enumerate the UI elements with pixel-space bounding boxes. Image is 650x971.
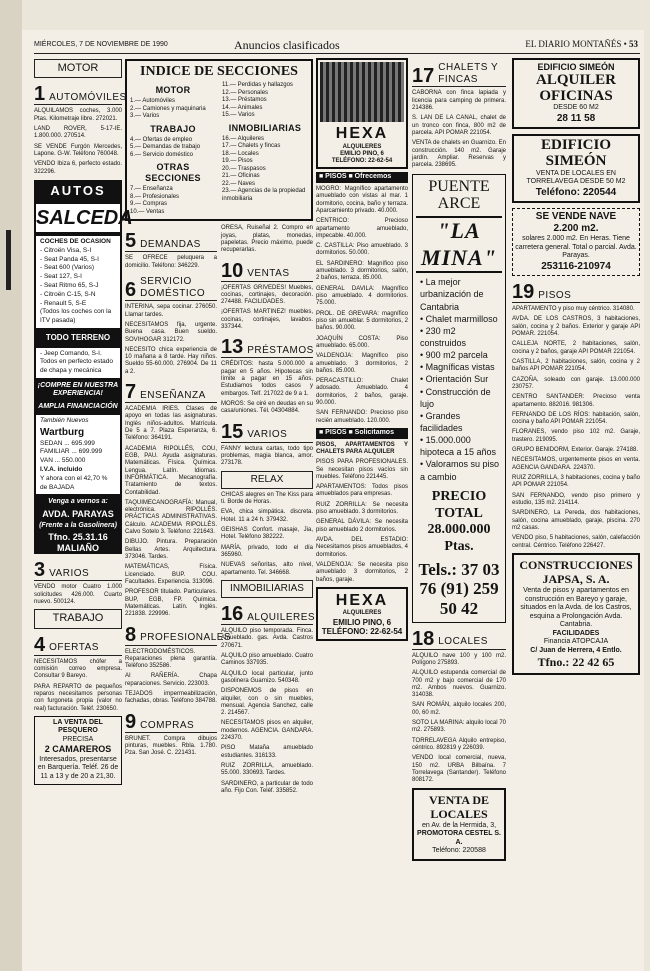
motor-heading: MOTOR [34, 59, 122, 78]
section-header: 18 LOCALES [412, 629, 506, 650]
construcciones-ad [512, 553, 640, 675]
classified-ad: MATEMÁTICAS, Física. Licenciado. BUP. COU. Facultades. Experiencia. 313096. [125, 564, 217, 585]
column-5 [512, 56, 640, 964]
classified-ad: NECESITAMOS chófer a comisión correo empresa. Consultar 9 Bareyo. [34, 658, 122, 680]
column-2-left [125, 225, 232, 798]
classified-ad: RUIZ ZORRILLA, amueblado. 55.000. 330693. Tardes. [221, 763, 313, 777]
ad-phone: Teléfono: 220544 [535, 186, 617, 198]
ad-phone: Teléfono: 220588 [432, 847, 486, 855]
classified-ad: SARDINERO, a particular de todo año. Fijo Con. Teléf. 335852. [221, 780, 313, 794]
ad-headline: PUENTE ARCE [428, 177, 490, 213]
ad-address: en Av. de la Hermida, 3, [421, 821, 497, 829]
page-gutter [0, 0, 22, 971]
classified-ad: SAN ROMÁN, alquilo locales 200, 00, 60 m2. [412, 702, 506, 716]
ad-address: C/ Juan de Herrera, 4 Entlo. [530, 646, 622, 654]
ad-detail: VENTA DE LOCALES EN TORRELAVEGA DESDE 50 M2 [526, 169, 626, 186]
hexa-sub: ALQUILERES [342, 610, 382, 617]
section-header: 19 PISOS [512, 282, 640, 303]
section-header: 3 VARIOS [34, 560, 122, 581]
index-item: 18.— Locales [222, 150, 259, 157]
ad-financing: AMPLIA FINANCIACIÓN [38, 402, 118, 410]
ad-company: JAPSA, S. A. [542, 572, 610, 587]
feature-item: • Magníficas vistas [420, 361, 502, 373]
hexa-sub: ALQUILERES [342, 143, 382, 150]
classified-ad: ¡OFERTAS GRIVEDES! Muebles, cocinas, cortinajes, decoración. 274488. FACILIDADES. [221, 284, 313, 306]
classified-ad: VENDO motor Cuatro 1.000 solicitudes 426.000. Cuarto nuevo. 500124. [34, 584, 122, 605]
classified-ad: TAQUIMECANOGRAFÍA: Manual, electrónica. RIPOLLÉS. PRÁCTICAS ADMINISTRATIVAS. Cálculo. ACADEMIA RIPOLLÉS. Calvo Sotelo 3. Teléfono: 221643. [125, 499, 217, 536]
classified-ad: FERNANDO DE LOS RÍOS: habitación, salón, cocina y baño API POMAR 221054. [512, 411, 640, 426]
index-item: 23.— Agencias de la propiedad inmobiliaria [222, 188, 306, 202]
column-3 [316, 56, 408, 964]
classified-ad: NECESITAMOS, urgentemente pisos en venta. AGENCIA GANDARA. 224370. [512, 457, 640, 471]
trabajo-heading: TRABAJO [34, 609, 122, 628]
column-4 [412, 56, 506, 964]
classified-ad: SAN FERNANDO, vendo piso primero y estudio, 135 m2. 214114. [512, 492, 640, 506]
classified-ad: EL SARDINERO: Magnífico piso amueblado. 3 dormitorios, salón, 2 baños, terraza. 85.000. [316, 260, 408, 282]
ad-address-note: (Frente a la Gasolinera) [39, 521, 117, 529]
index-item: 13.— Préstamos [222, 97, 267, 104]
classified-ad: JOAQUÍN COSTA: Piso amueblado. 65.000. [316, 335, 408, 349]
index-item: 20.— Traspasos [222, 165, 266, 172]
ad-phone: 253116-210974 [541, 260, 611, 272]
index-item: 14.— Animales [222, 104, 263, 111]
todo-terreno: TODO TERRENO [45, 332, 111, 342]
todo-terreno-detail: - Jeep Comando, S-I. Todos en perfecto estado de chapa y mecánica [34, 346, 122, 380]
ad-headline: EDIFICIO SIMEÓN [540, 137, 611, 169]
classified-ad: VENDO piso, 5 habitaciones, salón, calefacción central. Céntrico. Teléfono 226427. [512, 535, 640, 549]
index-item: 1.— Automóviles [130, 98, 176, 105]
index-title: INDICE DE SECCIONES [140, 64, 298, 79]
index-item: 17.— Chalets y fincas [222, 143, 281, 150]
classified-ad: NUEVAS señoritas, alto nivel, apartamento. Tel. 346668. [221, 562, 313, 576]
classified-ad: VENDO local comercial, nueva, 150 m2. URBA Bilbaína. 7 Torrelavega (Santander). Teléfono 808172. [412, 755, 506, 784]
classified-ad: AI RAÑERÍA. Chapa reparaciones. Servicio. 223003. [125, 673, 217, 687]
section-header: 8 PROFESIONALES [125, 623, 232, 646]
hexa-address: EMILIO PINO, 6 [332, 617, 392, 627]
classified-ad: PARA REPARTO de pequeños reparos necesitamos personas con furgoneta propia (valor no real) facturación. Teléf. 230650. [34, 683, 122, 712]
classified-ad: TORRELAVEGA Alquilo entrepiso, céntrico. 892819 y 226039. [412, 737, 506, 751]
classified-ad: INTERINA, sepa cocinar. 276050. Llamar tardes. [125, 304, 217, 318]
ad-company: PROMOTORA CESTEL S. A. [417, 830, 501, 846]
locales-ad [412, 788, 506, 861]
section-header: 7 ENSEÑANZA [125, 382, 217, 403]
classified-ad: PROL. DE GREVARA: magnífico piso sin amueblar. 5 dormitorios, 2 baños. 90.000. [316, 310, 408, 332]
classified-ad: CRÉDITOS: hasta 5.000.000 a pagar en 5 años. Hipotecas sin límite a pagar en 15 años. Estudiamos todos casos y embargos. Telf. 217022 de 9 a 1. [221, 361, 313, 397]
index-item: 22.— Naves [222, 180, 256, 187]
index-item: 8.— Profesionales [130, 193, 180, 200]
car-list: COCHES DE OCASION - Citroën Visa, S-I - Seat Panda 45, S-I - Seat 600 (Varios) - Seat 127, S-I - Seat Ritmo 65, S-J - Citroën C-15, S-N - Renault 5, S-E (Todos los coches con la ITV pasada) [34, 234, 122, 330]
feature-item: • Orientación Sur [420, 373, 502, 385]
section-header: 16 ALQUILERES [221, 603, 316, 626]
feature-item: • Chalet marmilloso [420, 313, 502, 325]
ad-title: SE VENDE NAVE [535, 210, 617, 222]
classified-ad: NECESITAMOS pisos en alquiler, modernos. AGENCIA. GANDARA. 224370. [221, 720, 313, 742]
feature-list [416, 276, 502, 482]
section-index [125, 59, 313, 221]
classified-ad: VALDENOJA: Se necesita piso amueblado 3 dormitorios, 2 baños, garaje. [316, 561, 408, 583]
hexa-ad-bottom [316, 587, 408, 641]
issue-date: MIÉRCOLES, 7 DE NOVIEMBRE DE 1990 [34, 41, 168, 48]
classified-ad: GRUPO BENIDORM, Exterior. Garaje. 274188. [512, 447, 639, 454]
section-header: 9 COMPRAS [125, 712, 217, 733]
classified-ad: MARÍA, privado, todo el día 365960. [221, 544, 313, 558]
hexa-logo: HEXA [335, 591, 389, 609]
classified-ad: GENERAL DAVILA: Magnífico piso amueblado. 4 dormitorios. 75.000. [316, 285, 408, 307]
classified-ad: APARTAMENTO y piso muy céntrico. 314080. [512, 306, 635, 313]
classified-ad: ALQUILO estupenda comercial de 700 m2 y bajo comercial de 170 m2. Ambos nuevos. Guarnizo. 314038. [412, 670, 506, 699]
ad-brand: SALCEDA [34, 202, 122, 234]
puente-arce-ad [412, 174, 506, 623]
index-item: 7.— Enseñanza [130, 186, 173, 193]
feature-item: • 15.000.000 hipoteca a 15 años [420, 434, 502, 458]
index-group: INMOBILIARIAS [228, 122, 302, 133]
header-rule [34, 53, 640, 54]
hexa-logo: HEXA [335, 125, 389, 142]
ad-price: PRECIO TOTAL 28.000.000 Ptas. [427, 488, 491, 555]
simeon-oficinas-ad [512, 58, 640, 129]
relax-heading: RELAX [221, 471, 313, 489]
binding-mark [6, 230, 11, 290]
feature-item: • 900 m2 parcela [420, 349, 502, 361]
ad-address: AVDA. PARAYAS [42, 508, 114, 519]
classified-ad: ACADEMIA RIPOLLÉS, COU, EGB, PAU. Ayuda asignaturas. Matemáticas. Física. Química. Lengua. Latín. Idiomas. INFORMÁTICA. Mecanografía. Tratamiento de textos. Contabilidad. [125, 445, 217, 496]
classified-ad: DIBUJO. Pintura. Preparación Bellas Artes. Arquitectura. 373046. Tardes. [125, 539, 217, 561]
wanted-heading: PISOS, APARTAMENTOS Y CHALETS PARA ALQUILER [316, 441, 408, 455]
ad-headline: 2.200 m2. [553, 223, 599, 235]
classified-ad: ACADEMIA IRIES. Clases de apoyo en todas las asignaturas. Inglés niños-adultos. Matrícula. De 5 a 7. Plaza Esperanza, 6. Teléfono: 364191. [125, 406, 217, 442]
classified-ad: C. CASTILLA: Piso amueblado. 3 dormitorios. 50.000. [316, 243, 408, 257]
classified-ad: AVDA. DEL ESTADIO: Necesitamos pisos amueblados, 4 dormitorios. [316, 537, 408, 558]
index-item: 10.— Ventas [130, 208, 165, 215]
ad-detail: Venta de pisos y apartamentos en construcción en Bareyo y garaje, situados en la Avda. de los Castros, esquina a Prolongación Avda. Cantabria. [520, 587, 632, 629]
classified-ad: ORESA, Ruiseñal 2. Compro en joyas, platas, monedas, papeletas. Precio máximo, puede recuperarlas. [221, 225, 313, 254]
classified-ad: MOROS: Se oiré en deudas en su casa/uniones. Tél. 04304884. [221, 400, 313, 415]
classified-ad: ALQUILO local particular, junto gasolinera Guarnizo. 540348. [221, 670, 313, 684]
classified-ad: ELECTRODOMÉSTICOS. Reparaciones plena garantía. Teléfono 352586. [125, 648, 217, 670]
classified-ad: SOTO LA MARINA: alquilo local 70 m2. 275893. [412, 720, 506, 734]
building-photo [320, 62, 404, 122]
section-header: 1 AUTOMÓVILES [34, 83, 127, 106]
section-header: 17 CHALETS Y FINCAS [412, 62, 506, 87]
classified-ad: EVA, chica simpática. discreta. Hotel. 11 a 24 h. 379432. [221, 509, 313, 523]
ad-phone: 28 11 58 [556, 113, 596, 124]
column-2-right [221, 225, 316, 798]
ad-detail: DESDE 60 M2 [553, 104, 599, 112]
hexa-address: EMILIO PINO, 6 [340, 150, 384, 157]
ad-facilities: FACILIDADES [552, 629, 600, 637]
index-item: 6.— Servicio doméstico [130, 151, 194, 158]
feature-item: • 230 m2 construidos [420, 325, 502, 349]
classified-ad: GEISHAS Confort. masaje, Jia, Hotel. Teléfono 382222. [221, 526, 313, 541]
index-item: 4.— Ofertas de empleo [130, 136, 193, 143]
column-1 [34, 56, 133, 964]
classified-ad: LAND ROVER, 5-17-IE. 1.800.000. 270514. [34, 126, 122, 140]
pisos-ofrecemos-bar: ■ PISOS ■ Ofrecemos [316, 172, 408, 183]
classified-ad: VENTA de chalets en Guarnizo. En construcción. 140 m2. Garaje jardín. Ampliar. Reservas y parcela. 238695. [412, 140, 506, 169]
section-header: 13 PRÉSTAMOS [221, 336, 314, 359]
classified-ad: FLORANES, vendo piso 102 m2. Garaje, trastero. 219095. [512, 429, 640, 443]
classified-ad: VENDO Ibiza 6, perfecto estado. 322296. [34, 161, 122, 175]
simeon-locales-ad [512, 134, 640, 203]
classified-ad: VALDENOJA: Magnífico piso amueblado. 3 dormitorios, 2 baños. 85.000. [316, 353, 408, 374]
paper-name: EL DIARIO MONTAÑÉS • 53 [525, 39, 638, 49]
classified-ad: CASTILLA, 2 habitaciones, salón, cocina y 2 baños API POMAR 221054. [512, 358, 640, 373]
classified-ad: DISPONEMOS de pisos en alquiler, con o sin muebles, mensual. Agencia Sanchez, calle 2. 214567. [221, 688, 313, 717]
ads-automoviles [34, 108, 122, 176]
classified-ad: S. LAN DE LA CANAL, chalet de un tronco con finca, 800 m2 de parcela. API POMAR 221054. [412, 115, 506, 136]
classified-ad: SARDINERO, La Pereda, dos habitaciones, salón, cocina amueblado, garaje, piscina. 270 m2 casas. [512, 510, 640, 531]
classified-ad: CENTRICO: Precioso apartamento amueblado, impecable. 40.000. [316, 218, 408, 239]
classified-ad: APARTAMENTOS: Todos pisos amueblados para empresas. [316, 484, 408, 498]
classified-ad: RUIZ ZORRILLA: Se necesita piso amueblado. 3 dormitorios. [316, 501, 408, 516]
index-item: 19.— Pisos [222, 158, 253, 165]
classified-ad: NECESITAMOS fija, urgente. Buena casa. Buen sueldo. SOVIHOGAR 312172. [125, 321, 217, 343]
ad-detail: solares 2.000 m2. En Heras. Tiene carretera general. Total o parcial. Avda. Parayas. [515, 235, 637, 260]
pesquero-ad: LA VENTA DEL PESQUERO PRECISA 2 CAMAREROS Interesados, presentarse en Barquería. Teléf. 26 de 11 a 13 y de 20 a 21,30. [34, 716, 122, 785]
autos-salceda-ad [34, 180, 133, 554]
section-header: 6 SERVICIO DOMÉSTICO [125, 276, 217, 301]
classified-ad: FANNY lectura cartas, todo tipo problemas, magia blanca, amor. 273178. [221, 445, 313, 467]
ad-title: EDIFICIO SIMEÓN [537, 62, 615, 72]
hexa-phone: TELÉFONO: 22-62-54 [331, 158, 393, 165]
classified-ad: PROFESOR titulado. Particulares. BUP, EGB, FP. Química. Matemáticas. Latín. Inglés. 221838. 229996. [125, 589, 217, 618]
section-header: 15 VARIOS [221, 422, 313, 443]
classified-ad: PERACASTILLO: Chalet adosado. Amueblado. 4 dormitorios, 2 baños, garaje. 90.000. [316, 378, 408, 407]
section-header: 10 VENTAS [221, 261, 313, 282]
classified-ad: TEJADOS impermeabilización, fachadas, obras. Teléfono 384788. [125, 691, 217, 705]
feature-item: • Construcción de lujo [420, 386, 502, 410]
classified-ad: ¡OFERTAS MARTINEZ! muebles, cocinas, cortinajes, lavabos. 337344. [221, 309, 313, 331]
classified-ad: MOGRO: Magnífico apartamento amueblado con vistas al mar. 1 dormitorio, cocina, baño y terraza. Aparcamiento privado. 40.000. [316, 185, 408, 214]
hexa-ad-top [316, 58, 408, 169]
column-2 [125, 56, 316, 964]
index-item: 9.— Compras [130, 201, 168, 208]
hexa-phone: TELÉFONO: 22-62-54 [321, 627, 403, 637]
section-header: 5 DEMANDAS [125, 231, 217, 252]
ad-title: AUTOS [50, 182, 106, 198]
classified-ad: SAN FERNANDO: Precioso piso recién amueblado. 120.000. [316, 410, 408, 424]
ad-title: VENTA DE LOCALES [428, 792, 490, 822]
ad-financing: Financia ATOPCAJA [543, 638, 609, 646]
index-item: 12.— Personales [222, 89, 269, 96]
classified-ad: PISOS PARA PROFESIONALES. Se necesitan pisos vacíos sin muebles. Teléfono 221445. [316, 459, 408, 480]
ad-phone: Tfno.: 22 42 65 [537, 655, 615, 670]
index-item: 15.— Varios [222, 112, 255, 119]
classified-ad: ALQUILO piso temporada. Finca. Amueblado. gas. Avda. Castros 270671. [221, 628, 313, 649]
classified-ad: CABORNA con finca lapiada y licencia para camping de primera. 214386. [412, 90, 506, 111]
classified-ad: NECESITO chica experiencia de 10 mañana a 8 tarde. Hay niños. Sueldo 55-60.000. 276904. De 11 a 2. [125, 346, 217, 375]
ad-title: CONSTRUCCIONES [519, 557, 633, 572]
index-item: 3.— Varios [130, 113, 160, 120]
ad-city: MALIAÑO [57, 543, 99, 554]
classified-ad: PISO Mataña amueblado estudiantes. 316133. [221, 745, 313, 759]
inmobiliarias-heading: INMOBILIARIAS [221, 580, 313, 598]
classified-ad: SE VENDE Furgón Mercedes, Lapone. G-W. Teléfono 760048. [34, 143, 122, 157]
classified-ad: ALQUILO piso amueblado. Cuatro Caminos 337935. [221, 652, 313, 667]
classified-ad: CENTRO SANTANDER: Precioso venta apartamento. 882016. 981306. [512, 394, 640, 408]
nave-ad [512, 208, 640, 276]
visit-text: Venga a vernos a: [48, 498, 108, 506]
index-item: 2.— Camiones y maquinaria [130, 105, 206, 112]
pisos-solicitamos-bar: ■ PISOS ■ Solicitamos [316, 428, 408, 439]
classified-ad: ALQUILAMOS coches, 3.000 Ptas. Kilometraje libre. 272021. [34, 108, 122, 122]
index-item: 5.— Demandas de trabajo [130, 144, 201, 151]
page-header [34, 38, 640, 52]
index-item: 11.— Perdidas y hallazgos [222, 82, 293, 89]
classified-ad: AVDA. DE LOS CASTROS, 3 habitaciones, salón, cocina y 2 baños. Exterior y garaje API POMAR. 221054. [512, 316, 640, 338]
section-header: 4 OFERTAS [34, 635, 122, 656]
ad-brand: "LA MINA" [416, 216, 502, 274]
ad-headline: ALQUILER OFICINAS [535, 71, 617, 104]
index-group: OTRAS SECCIONES [145, 162, 201, 184]
classified-ad: CHICAS alegres en The Kiss para ti. Borde de Horas. [221, 491, 313, 506]
ad-phone: Tels.: 37 03 76 (91) 259 50 42 [418, 559, 500, 619]
classified-ad: RUIZ ZORRILLA, 3 habitaciones, cocina y baño API POMAR 221054. [512, 475, 640, 489]
index-item: 21.— Oficinas [222, 173, 260, 180]
classified-ad: CAZOÑA, soleado con garaje. 13.000.000 230757. [512, 376, 640, 390]
classified-ad: CALLEJA NORTE, 2 habitaciones, salón, cocina y 2 baños, garaje API POMAR 221054. [512, 341, 640, 355]
ad-phone: Tfno. 25.31.16 [48, 532, 108, 543]
index-group: TRABAJO [150, 123, 196, 134]
wartburg-box: También Nuevos Wartburg SEDAN ... 695.999 FAMILIAR ... 699.999 VAN ... 550.000 I.V.A. incluido Y ahora con el 42,70 % de BAJADA [34, 413, 122, 496]
section-title: Anuncios clasificados [234, 38, 340, 52]
feature-item: • La mejor urbanización de Cantabria [420, 276, 502, 312]
ad-pitch: ¡COMPRE EN NUESTRA EXPERIENCIA! [37, 381, 119, 398]
index-item: 16.— Alquileres [222, 135, 265, 142]
classified-ad: BRUNET. Compra dibujos pinturas, muebles. Rbla. 1.780. Pza. San José. C. 221431. [125, 735, 217, 757]
classified-ad: ALQUILO nave 100 y 100 m2. Polígono 275893. [412, 652, 506, 666]
classified-ad: SE OFRECE peluquera a domicilio. Teléfono: 346229. [125, 255, 217, 269]
index-group: MOTOR [155, 85, 191, 96]
feature-item: • Grandes facilidades [420, 410, 502, 434]
feature-item: • Valoramos su piso a cambio [420, 458, 502, 482]
classified-ad: GENERAL DÁVILA: Se necesita piso amueblado 2 dormitorios. [316, 519, 408, 533]
